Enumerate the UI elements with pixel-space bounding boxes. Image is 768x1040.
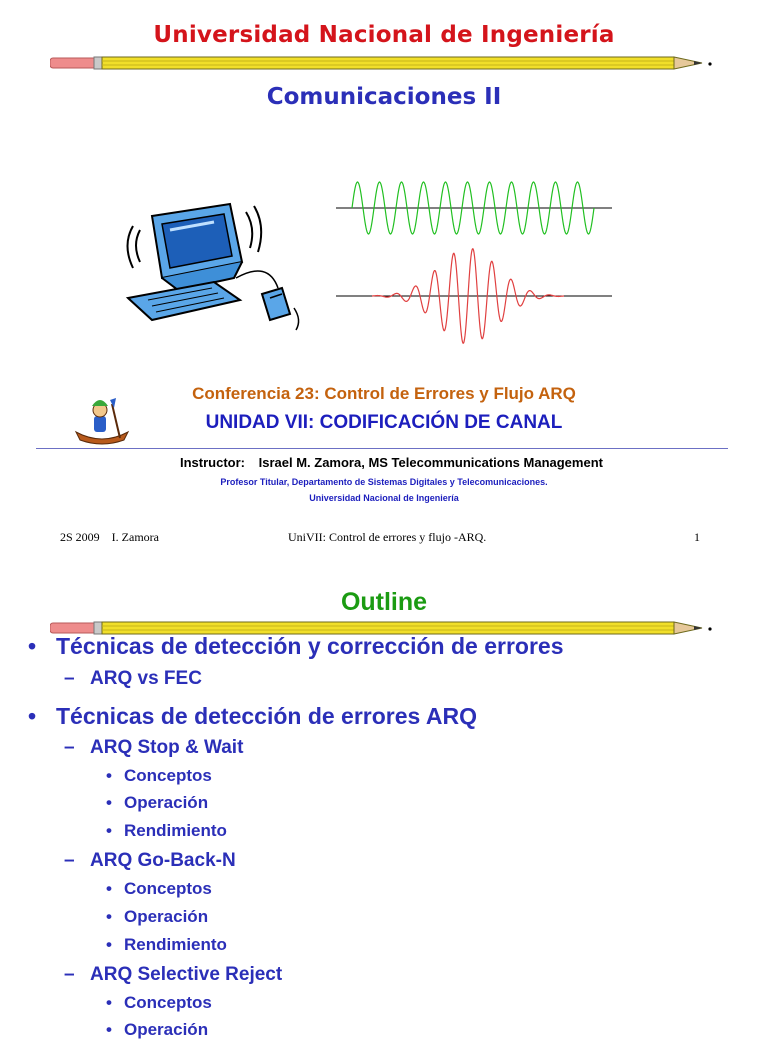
- outline-bullet: •: [106, 993, 112, 1012]
- outline-item: Conceptos: [124, 766, 212, 785]
- instructor-label: Instructor:: [180, 455, 245, 470]
- outline-item: ARQ Go-Back-N: [90, 850, 236, 871]
- title-divider: [36, 448, 728, 449]
- outline-bullet: •: [106, 907, 112, 926]
- outline-item: Rendimiento: [124, 821, 227, 840]
- footer-subject: UniVII: Control de errores y flujo -ARQ.: [288, 530, 487, 544]
- outline-item: ARQ vs FEC: [90, 668, 202, 689]
- outline-title: Outline: [340, 588, 428, 616]
- instructor-position: Profesor Titular, Departamento de Sistemas Digitales y Telecomunicaciones.: [220, 477, 548, 487]
- outline-item: Conceptos: [124, 879, 212, 898]
- outline-bullet: –: [64, 850, 75, 871]
- outline-bullet: •: [28, 633, 37, 659]
- course-title: Comunicaciones II: [266, 84, 502, 110]
- outline-item: Técnicas de detección y corrección de errores: [56, 633, 564, 659]
- outline-bullet: •: [106, 821, 112, 840]
- outline-item: Operación: [124, 1020, 209, 1039]
- outline-item: Operación: [124, 907, 209, 926]
- signal-waves: [332, 175, 617, 350]
- outline-item: ARQ Stop & Wait: [90, 737, 244, 758]
- footer-page-number: 1: [694, 530, 700, 544]
- outline-bullet: •: [106, 935, 112, 954]
- outline-item: Técnicas de detección de errores ARQ: [56, 703, 477, 729]
- modulated-wave-icon: [372, 249, 564, 343]
- conference-title: Conferencia 23: Control de Errores y Flujo ARQ: [192, 384, 576, 403]
- outline-item: Operación: [124, 793, 209, 812]
- outline-bullet: –: [64, 964, 75, 985]
- instructor-name: Israel M. Zamora, MS Telecommunications Management: [258, 455, 603, 470]
- outline-item: Rendimiento: [124, 935, 227, 954]
- pencil-divider-icon: [50, 55, 712, 71]
- outline-item: Conceptos: [124, 993, 212, 1012]
- outline-bullet: –: [64, 737, 75, 758]
- outline-bullet: •: [28, 703, 37, 729]
- computer-clipart-icon: [118, 190, 318, 340]
- outline-item: ARQ Selective Reject: [90, 964, 283, 985]
- university-title: Universidad Nacional de Ingeniería: [153, 22, 615, 48]
- instructor-line: [180, 455, 603, 470]
- outline-bullet: •: [106, 766, 112, 785]
- footer-date-author: 2S 2009 I. Zamora: [60, 530, 159, 544]
- outline-bullet: •: [106, 879, 112, 898]
- unit-title: UNIDAD VII: CODIFICACIÓN DE CANAL: [205, 412, 563, 433]
- university-small: Universidad Nacional de Ingeniería: [309, 493, 459, 503]
- outline-bullet: •: [106, 1020, 112, 1039]
- outline-bullet: –: [64, 668, 75, 689]
- outline-bullet: •: [106, 793, 112, 812]
